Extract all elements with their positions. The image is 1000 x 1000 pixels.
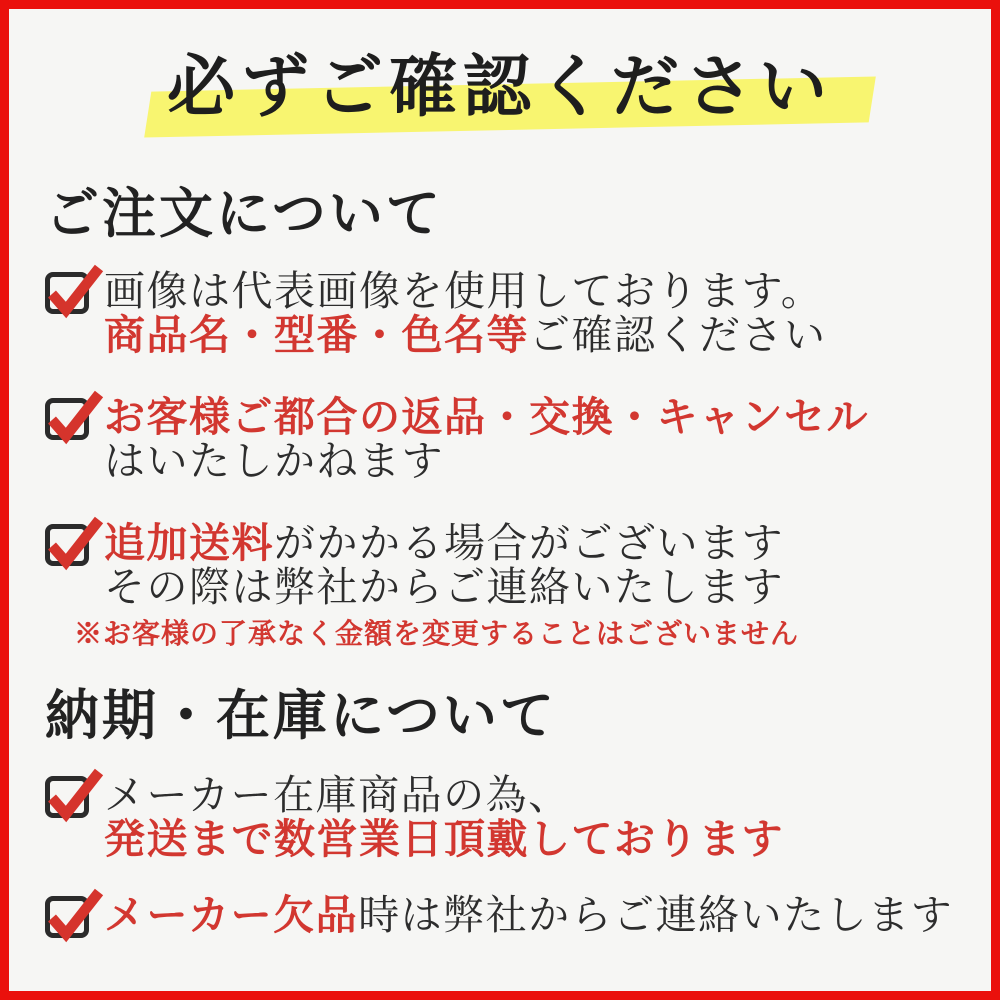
item-line: 発送まで数営業日頂戴しております <box>104 816 784 863</box>
item-line: はいたしかねます <box>104 438 444 485</box>
checklist-item-no-returns <box>45 395 955 483</box>
item-line: メーカー欠品時は弊社からご連絡いたします <box>104 892 954 939</box>
checked-checkbox-icon <box>45 272 89 314</box>
checklist-item-maker-out-of-stock <box>45 893 955 938</box>
page-title: 必ずご確認ください <box>166 49 833 125</box>
item-line: 画像は代表画像を使用しております。 <box>104 268 824 315</box>
item-line: 商品名・型番・色名等ご確認ください <box>104 312 827 359</box>
checklist-item-maker-stock <box>45 773 955 861</box>
item-line: その際は弊社からご連絡いたします <box>104 564 784 611</box>
item-line: 追加送料がかかる場合がございます <box>104 520 784 567</box>
checklist-item-representative-image <box>45 269 955 357</box>
checked-checkbox-icon <box>45 896 89 938</box>
checked-checkbox-icon <box>45 524 89 566</box>
section-heading-orders: ご注文について <box>45 184 443 244</box>
checked-checkbox-icon <box>45 776 89 818</box>
page-title-block <box>45 37 955 137</box>
checked-checkbox-icon <box>45 398 89 440</box>
item-note: ※お客様の了承なく金額を変更することはございません <box>74 619 800 651</box>
item-line: お客様ご都合の返品・交換・キャンセル <box>104 394 869 441</box>
checklist-item-extra-shipping <box>45 521 955 655</box>
item-line: メーカー在庫商品の為、 <box>104 772 571 819</box>
section-heading-delivery-stock: 納期・在庫について <box>45 686 557 747</box>
